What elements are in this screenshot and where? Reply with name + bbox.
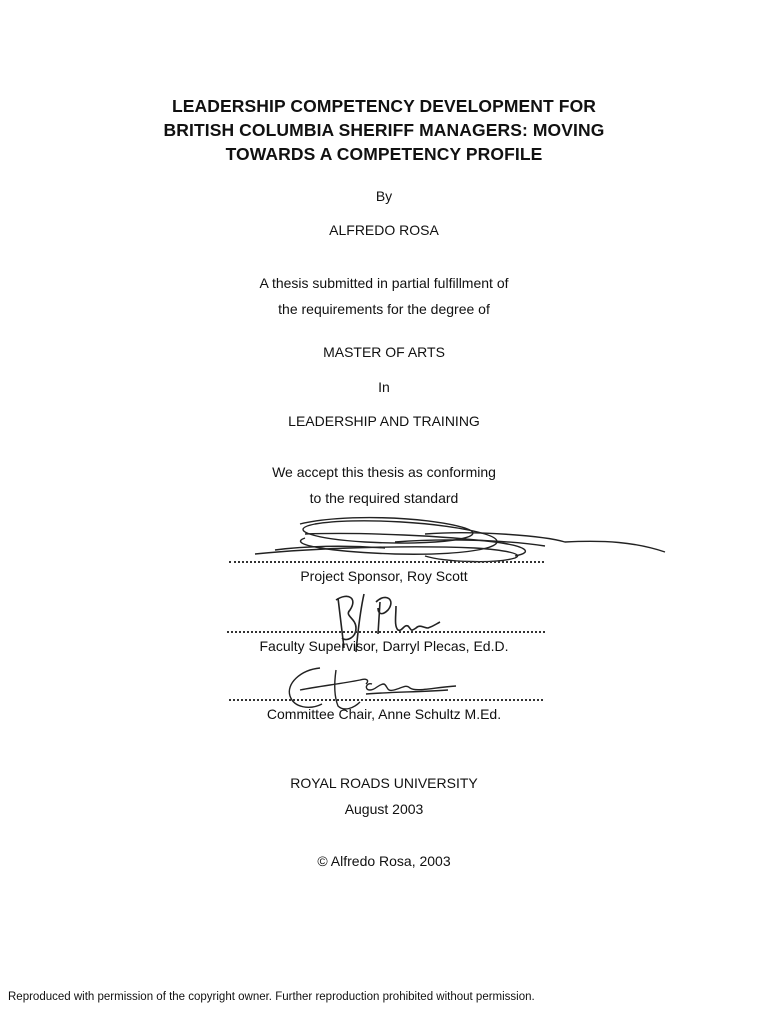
reproduction-notice: Reproduced with permission of the copyright owner. Further reproduction prohibited without permission. <box>8 991 535 1003</box>
submission-date: August 2003 <box>344 801 424 817</box>
degree-name: MASTER OF ARTS <box>323 344 445 360</box>
copyright-line: © Alfredo Rosa, 2003 <box>317 853 451 869</box>
author-name: ALFREDO ROSA <box>329 222 439 238</box>
signature-line-1 <box>229 561 544 563</box>
title-line-1: LEADERSHIP COMPETENCY DEVELOPMENT FOR <box>171 96 597 116</box>
sponsor-caption: Project Sponsor, Roy Scott <box>300 568 468 584</box>
supervisor-caption: Faculty Supervisor, Darryl Plecas, Ed.D. <box>259 638 509 654</box>
thesis-statement-line-1: A thesis submitted in partial fulfillment of <box>259 275 509 291</box>
thesis-title <box>84 94 684 166</box>
acceptance-line-2: to the required standard <box>309 490 459 506</box>
in-label: In <box>378 379 390 395</box>
chair-caption: Committee Chair, Anne Schultz M.Ed. <box>266 706 502 722</box>
signature-line-3 <box>229 699 543 701</box>
university-name: ROYAL ROADS UNIVERSITY <box>290 775 478 791</box>
title-line-3: TOWARDS A COMPETENCY PROFILE <box>225 144 543 164</box>
signature-line-2 <box>227 631 545 633</box>
acceptance-line-1: We accept this thesis as conforming <box>272 464 496 480</box>
field-of-study: LEADERSHIP AND TRAINING <box>288 413 480 429</box>
thesis-statement-line-2: the requirements for the degree of <box>278 301 490 317</box>
by-label: By <box>375 188 393 204</box>
title-line-2: BRITISH COLUMBIA SHERIFF MANAGERS: MOVING <box>163 120 605 140</box>
sponsor-signature <box>245 512 670 568</box>
